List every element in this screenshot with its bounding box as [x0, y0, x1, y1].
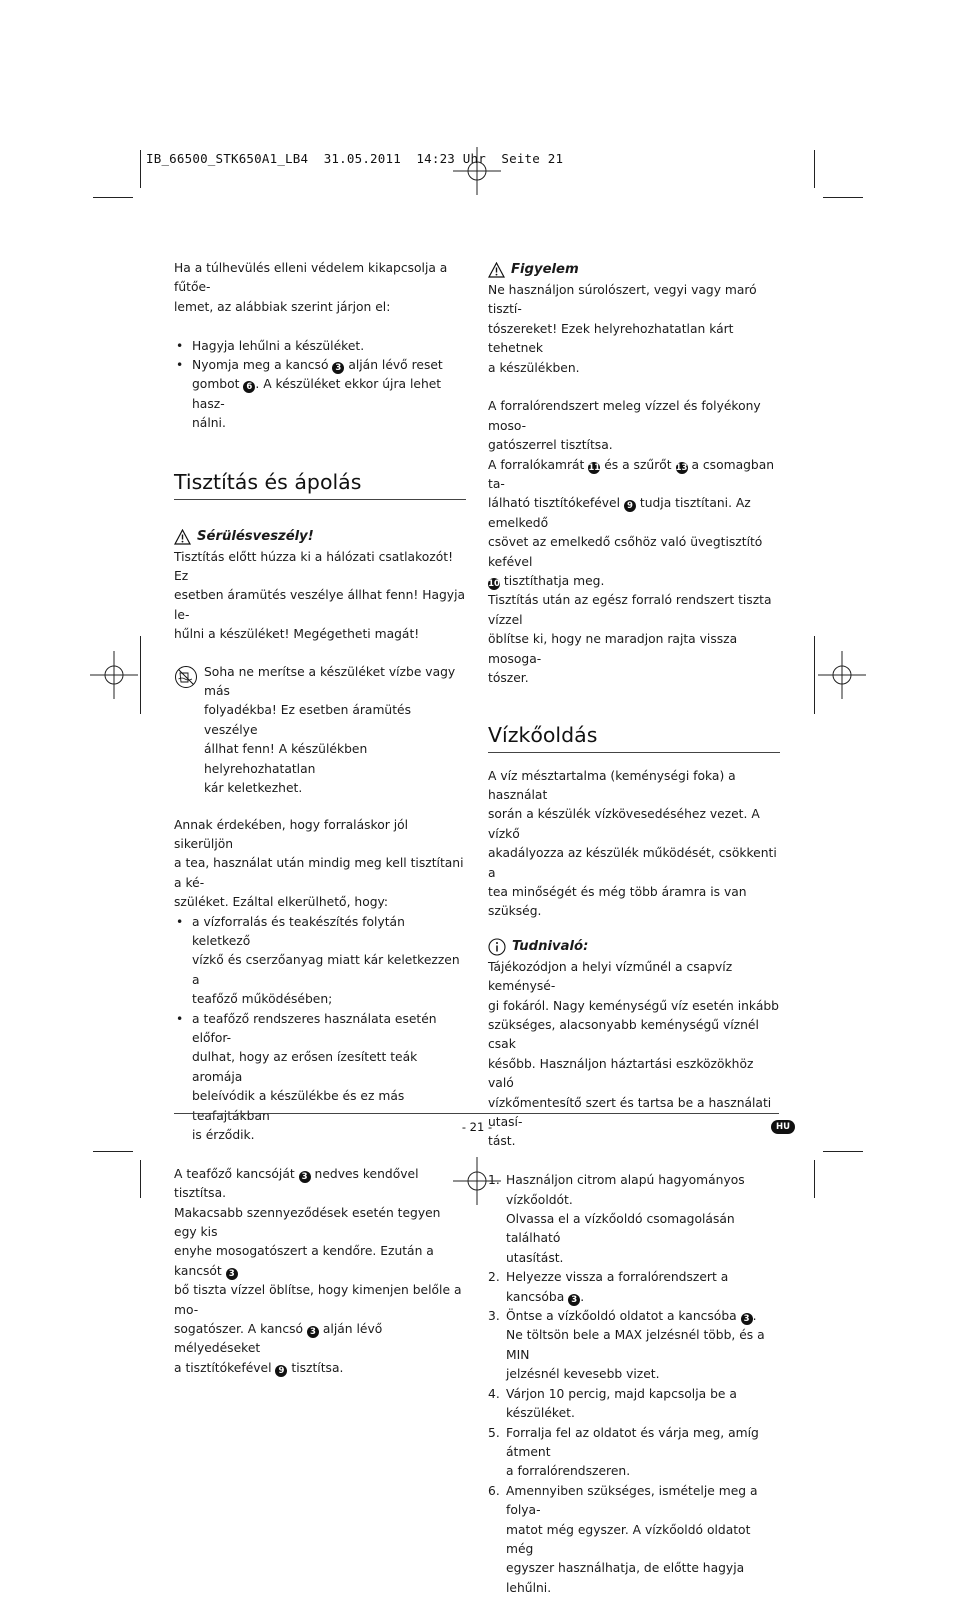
- no-submerge-icon: [174, 665, 200, 799]
- crop-mark: [140, 636, 141, 714]
- ref-badge: 3: [568, 1294, 580, 1306]
- list-item: • a vízforralás és teakészítés folytán keletkező vízkő és cserzőanyag miatt kár keletkezzen a teafőző működésében;: [174, 913, 466, 1010]
- ref-badge: 3: [332, 362, 344, 374]
- section-heading: Tisztítás és ápolás: [174, 469, 362, 494]
- footer-rule: [174, 1113, 779, 1114]
- list-item: 2. Helyezze vissza a forralórendszert a kancsóba 3 .: [488, 1270, 729, 1305]
- list-item: • a teafőző rendszeres használata esetén előfor- dulhat, hogy az erősen ízesített teák aromája beleívódik a készülékbe és ez más teafajtákban is érződik.: [174, 1010, 466, 1146]
- list-item: 1. Használjon citrom alapú hagyományos vízkőoldót. Olvassa el a vízkőoldó csomagolásán található utasítást.: [488, 1173, 745, 1265]
- section-heading: Vízkőoldás: [488, 722, 598, 747]
- warning-triangle-icon: [488, 262, 505, 278]
- page-number: - 21 -: [461, 1120, 493, 1134]
- ref-badge: 6: [243, 381, 255, 393]
- print-slug: IB_66500_STK650A1_LB4 31.05.2011 14:23 Uhr Seite 21: [146, 151, 564, 166]
- crop-mark: [93, 197, 133, 198]
- registration-mark-icon: [90, 651, 138, 699]
- list-item: • Hagyja lehűlni a készüléket.: [174, 337, 466, 356]
- attention-heading: Figyelem: [488, 259, 780, 281]
- ref-badge: 3: [741, 1313, 753, 1325]
- info-heading: Tudnivaló:: [488, 936, 780, 958]
- crop-mark: [814, 1160, 815, 1198]
- info-icon: [488, 938, 506, 956]
- list-item: 4. Várjon 10 percig, majd kapcsolja be a készüléket.: [488, 1386, 737, 1421]
- info-text: Tájékozódjon a helyi vízműnél a csapvíz keménysé- gi fokáról. Nagy keménységű víz esetén inkább szükséges, alacsonyabb keménységű víznél csak később. Használjon háztartási eszközökhöz való vízkőmentesítő szert és tartsa be a használati utasí- tást.: [488, 959, 779, 1149]
- list-item: 5. Forralja fel az oldatot és várja meg, amíg átment a forralórendszeren.: [488, 1425, 759, 1479]
- registration-mark-icon: [818, 651, 866, 699]
- intro-paragraph: Ha a túlhevülés elleni védelem kikapcsolja a fűtőe- lemet, az alábbiak szerint járjon el:: [174, 261, 448, 314]
- descaling-intro: A víz mésztartalma (keménységi foka) a használat során a készülék vízkövesedéséhez vezet. A vízkő akadályozza az készülék működését, csökkenti a tea minőségét és még több áramra is van szükség.: [488, 768, 777, 919]
- list-item: 3. Öntse a vízkőoldó oldatot a kancsóba 3 . Ne töltsön bele a MAX jelzésnél több, és a MIN jelzésnél kevesebb vizet.: [488, 1309, 765, 1382]
- ref-badge: 3: [226, 1268, 238, 1280]
- crop-mark: [823, 1151, 863, 1152]
- language-badge: HU: [771, 1120, 795, 1134]
- cleaning-paragraph: Annak érdekében, hogy forraláskor jól sikerüljön a tea, használat után mindig meg kell tisztítani a ké- szüléket. Ezáltal elkerülhető, hogy:: [174, 817, 464, 910]
- descaling-steps-list: [488, 1171, 780, 1598]
- cleaning-reasons-list: [174, 913, 466, 1146]
- ref-badge: 13: [675, 462, 688, 473]
- list-item: • Nyomja meg a kancsó 3 alján lévő reset gombot 6 . A készüléket ekkor újra lehet hasz- nálni.: [174, 356, 466, 434]
- jug-cleaning-paragraph: A teafőző kancsóját 3 nedves kendővel tisztítsa. Makacsabb szennyeződések esetén tegyen egy kis enyhe mosogatószert a kendőre. Ezután a kancsót 3 bő tiszta vízzel öblítse, hogy kimenjen belőle a mo- sogatószer. A kancsó 3 alján lévő mélyedéseket a tisztítókefével 9 tisztítsa.: [174, 1166, 462, 1376]
- ref-badge: 3: [307, 1326, 319, 1338]
- ref-badge: 10: [488, 579, 500, 590]
- reset-steps-list: [174, 337, 466, 434]
- warning-heading: Sérülésveszély!: [174, 526, 466, 548]
- attention-text: Ne használjon súrolószert, vegyi vagy maró tisztí- tószereket! Ezek helyrehozhatatlan kárt tehetnek a készülékben.: [488, 283, 757, 375]
- ref-badge: 11: [588, 462, 601, 473]
- left-column: [174, 259, 466, 1378]
- crop-mark: [140, 1160, 141, 1198]
- boiler-cleaning-paragraph: A forralórendszert meleg vízzel és folyékony moso- gatószerrel tisztítsa. A forralókamrát 11 és a szűrőt 13 a csomagban ta- lálható tisztítókefével 9 tudja tisztítani. Az emelkedő csövet az emelkedő csőhöz való üvegtisztító kefével 10 tisztíthatja meg. Tisztítás után az egész forraló rendszert tiszta vízzel öblítse ki, hogy ne maradjon rajta vissza mosoga- tószer.: [488, 399, 775, 686]
- crop-mark: [823, 197, 863, 198]
- ref-badge: 9: [275, 1365, 287, 1377]
- ref-badge: 9: [624, 500, 636, 512]
- warning-text: Tisztítás előtt húzza ki a hálózati csatlakozót! Ez esetben áramütés veszélye állhat fenn! Hagyja le- hűlni a készüléket! Megégetheti magát!: [174, 549, 466, 642]
- crop-mark: [814, 636, 815, 714]
- crop-mark: [93, 1151, 133, 1152]
- ref-badge: 3: [299, 1171, 311, 1183]
- warning-triangle-icon: [174, 529, 191, 545]
- crop-mark: [814, 150, 815, 188]
- no-submerge-note: Soha ne merítse a készüléket vízbe vagy más folyadékba! Ez esetben áramütés veszélye állhat fenn! A készülékben helyrehozhatatlan kár keletkezhet.: [174, 663, 466, 799]
- right-column: [488, 259, 780, 1598]
- list-item: 6. Amennyiben szükséges, ismételje meg a folya- matot még egyszer. A vízkőoldó oldatot még egyszer használhatja, de előtte hagyja lehűlni.: [488, 1483, 758, 1595]
- crop-mark: [140, 150, 141, 188]
